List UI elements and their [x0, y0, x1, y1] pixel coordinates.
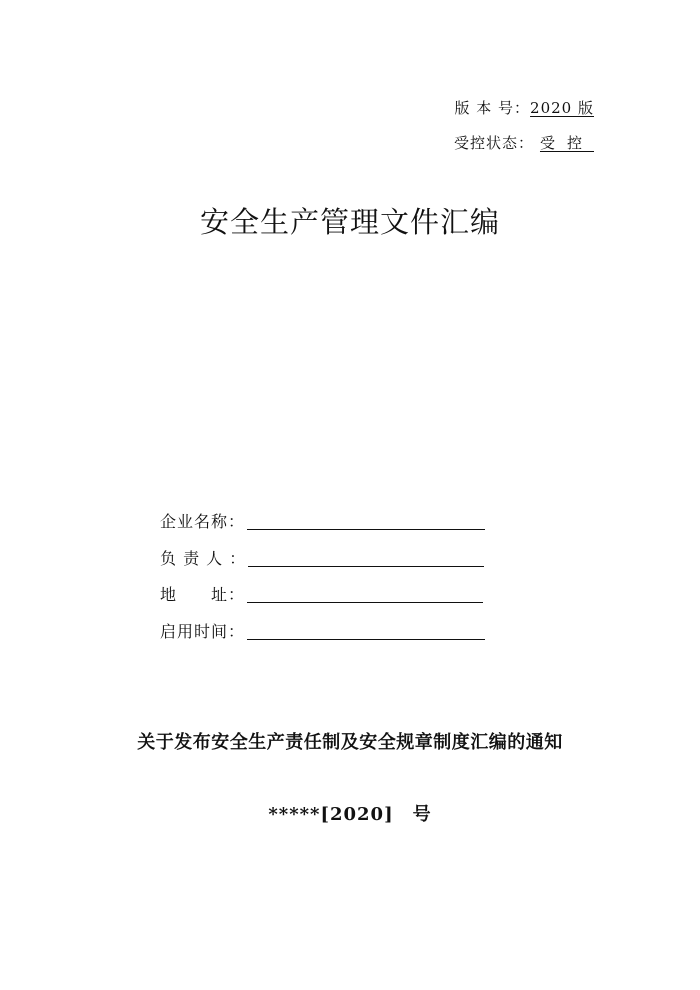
company-name-row — [160, 508, 485, 532]
control-status-label: 受控状态： — [453, 134, 534, 152]
version-row — [455, 97, 595, 118]
control-status-value: 受控 — [539, 134, 594, 152]
control-status-row — [454, 132, 594, 153]
start-date-label: 启用时间： — [160, 622, 246, 641]
notice-title: 关于发布安全生产责任制及安全规章制度汇编的通知 — [137, 732, 563, 753]
responsible-person-label: 负 责 人 ： — [160, 549, 247, 568]
responsible-person-row — [160, 545, 484, 569]
start-date-row — [160, 618, 485, 642]
document-number: *****[2020] 号 — [268, 804, 432, 825]
address-line[interactable] — [247, 584, 483, 603]
company-name-label: 企业名称： — [160, 512, 246, 531]
company-name-line[interactable] — [247, 511, 485, 530]
version-label: 版 本 号： — [454, 99, 531, 117]
address-label: 地 址： — [160, 585, 246, 604]
document-title: 安全生产管理文件汇编 — [199, 205, 500, 239]
responsible-person-line[interactable] — [248, 548, 484, 567]
version-value: 2020 版 — [530, 99, 594, 117]
address-row — [160, 581, 483, 605]
start-date-line[interactable] — [247, 621, 485, 640]
